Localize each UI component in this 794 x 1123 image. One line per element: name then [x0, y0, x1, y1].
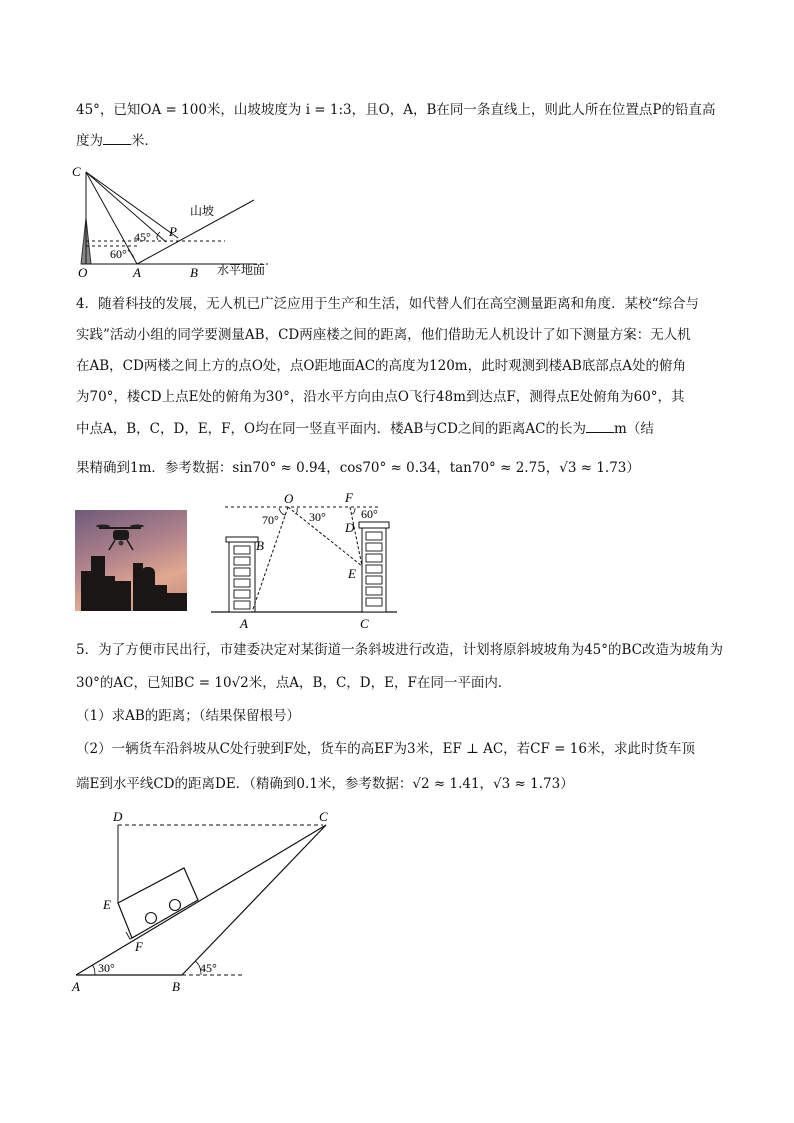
q4-label-F: F: [345, 490, 353, 505]
q4-figure: [205, 488, 405, 634]
truck-wheel-2: [170, 900, 181, 911]
q4-label-E: E: [348, 566, 356, 581]
q5-text-line5: 端E到水平线CD的距离DE．（精确到0.1米，参考数据：√2 ≈ 1.41，√3 ≈ 1.73）: [76, 776, 574, 792]
q4-label-C: C: [360, 616, 369, 631]
q4-text-line5: [76, 419, 726, 439]
q4-label-D: D: [345, 520, 355, 535]
q3-angle-60: 60°: [110, 247, 127, 261]
q3-label-ground: 水平地面: [217, 263, 266, 277]
q3-label-B: B: [190, 265, 198, 280]
q3-label-C: C: [72, 164, 81, 179]
q3-line2-pre: 度为: [76, 133, 103, 149]
q4-text-line3: 在AB，CD两楼之间上方的点O处，点O距地面AC的高度为120m，此时观测到楼AB底部点A处的俯角: [76, 358, 687, 374]
q4-text-line1: 4．随着科技的发展，无人机已广泛应用于生产和生活，如代替人们在高空测量距离和角度．某校“综合与: [76, 296, 699, 312]
q5-text-line3: （1）求AB的距离；（结果保留根号）: [76, 708, 301, 724]
truck-wheel-1: [146, 913, 157, 924]
q5-text-line1: 5．为了方便市民出行，市建委决定对某街道一条斜坡进行改造，计划将原斜坡坡角为45°的BC改造为坡角为: [76, 642, 724, 658]
q3-text-line1: 45°，已知OA = 100米，山坡坡度为 i = 1:3，且O，A，B在同一条直线上，则此人所在位置点P的铅直高: [76, 102, 716, 118]
q3-label-O: O: [78, 265, 88, 280]
q5-angle-30: 30°: [98, 961, 115, 975]
q4-angle-70: 70°: [262, 513, 279, 527]
q4-label-B: B: [256, 538, 264, 553]
q4-answer-blank: [586, 420, 614, 433]
q5-label-E: E: [103, 897, 111, 912]
q3-line2-post: 米．: [131, 133, 158, 149]
q3-figure: [70, 160, 290, 280]
q5-label-A: A: [72, 979, 80, 994]
q4-text-line4: 为70°，楼CD上点E处的俯角为30°，沿水平方向由点O飞行48m到达点F，测得点E处俯角为60°，其: [76, 389, 685, 405]
q4-line5-pre: 中点A，B，C，D，E，F，O均在同一竖直平面内．楼AB与CD之间的距离AC的长为: [76, 421, 587, 437]
q3-text-line2: [76, 131, 726, 151]
q5-text-line2: 30°的AC，已知BC = 10√2米，点A，B，C，D，E，F在同一平面内．: [76, 675, 512, 691]
q5-figure: [65, 805, 355, 1000]
q4-angle-30: 30°: [309, 510, 326, 524]
q5-text-line4: （2）一辆货车沿斜坡从C处行驶到F处，货车的高EF为3米，EF ⊥ AC，若CF = 16米，求此时货车顶: [76, 741, 695, 757]
q4-label-O: O: [284, 491, 294, 506]
q4-text-line2: 实践”活动小组的同学要测量AB，CD两座楼之间的距离，他们借助无人机设计了如下测量方案：无人机: [76, 327, 691, 343]
q5-label-D: D: [113, 809, 123, 824]
drone-icon: [95, 520, 145, 558]
drone-photo: [75, 510, 187, 611]
q5-label-B: B: [172, 979, 180, 994]
q4-angle-60: 60°: [361, 507, 378, 521]
q5-angle-45: 45°: [200, 961, 217, 975]
q5-label-F: F: [135, 939, 143, 954]
q3-answer-blank: [103, 132, 131, 145]
q3-angle-45: 45°: [134, 230, 151, 244]
q3-label-slope: 山坡: [190, 204, 215, 218]
q4-line5-post: m（结: [614, 421, 654, 437]
truck-body: [118, 868, 198, 938]
q3-label-A: A: [133, 265, 141, 280]
q4-label-A: A: [240, 616, 248, 631]
q3-label-P: P: [169, 224, 177, 239]
q4-text-line6: 果精确到1m．参考数据：sin70° ≈ 0.94，cos70° ≈ 0.34，tan70° ≈ 2.75，√3 ≈ 1.73）: [76, 460, 640, 476]
q5-label-C: C: [319, 809, 328, 824]
